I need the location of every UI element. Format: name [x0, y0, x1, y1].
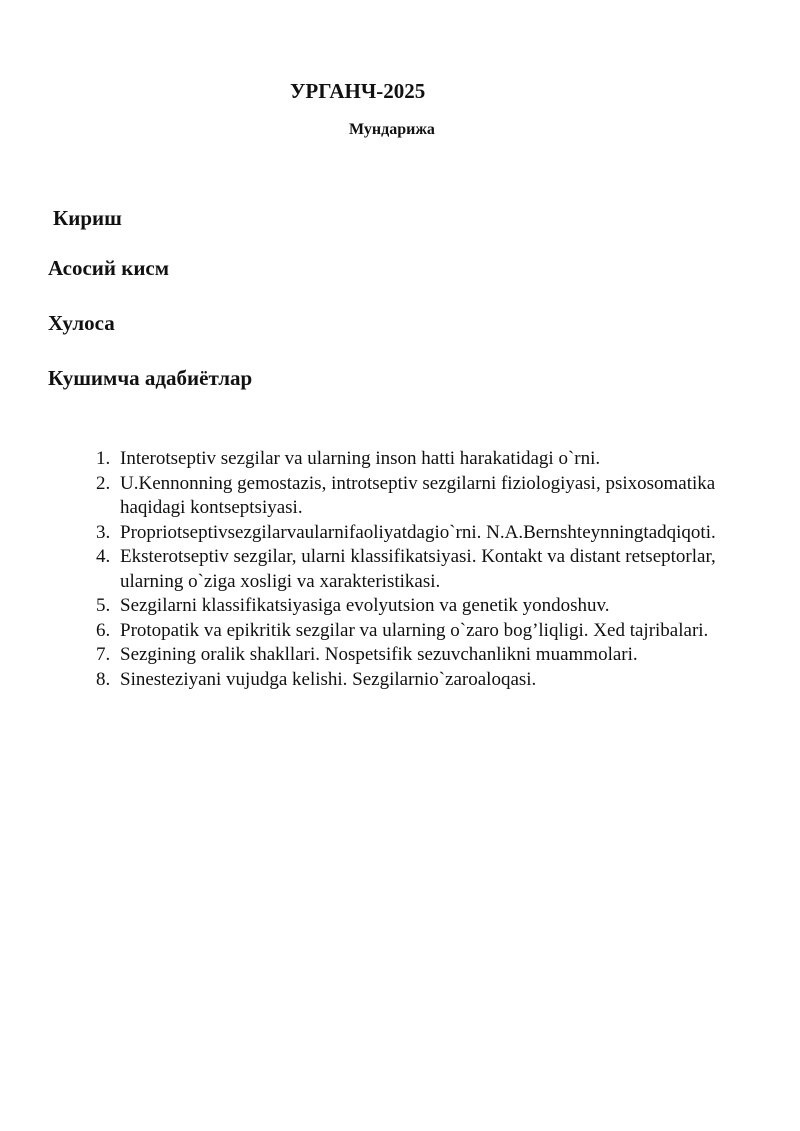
list-item-text: Propriotseptivsezgilarvaularnifaoliyatdagio`rni. N.A.Bernshteynningtadqiqoti. [120, 521, 716, 543]
topic-list [96, 447, 736, 692]
list-item [96, 643, 736, 668]
list-item-number: 6. [96, 619, 111, 641]
list-item-text: Sezgilarni klassifikatsiyasiga evolyutsion va genetik yondoshuv. [120, 595, 610, 616]
toc-heading-conclusion: Хулоса [48, 311, 115, 335]
list-item [96, 668, 736, 693]
toc-heading-main-part: Асосий кисм [48, 256, 170, 280]
list-item-number: 1. [96, 448, 111, 469]
list-item [96, 472, 736, 521]
list-item-number: 7. [96, 644, 111, 665]
list-item-number: 4. [96, 546, 111, 567]
contents-title: Мундарижа [349, 121, 435, 138]
list-item-text: Sezgining oralik shakllari. Nospetsifik sezuvchanlikni muammolari. [120, 644, 638, 665]
toc-heading-additional-literature: Кушимча адабиётлар [48, 366, 253, 390]
list-item-number: 2. [96, 472, 111, 494]
list-item [96, 594, 736, 619]
city-year-heading: УРГАНЧ-2025 [290, 79, 426, 103]
list-item-text: Sinesteziyani vujudga kelishi. Sezgilarnio`zaroaloqasi. [120, 668, 537, 690]
list-item-text: Eksterotseptiv sezgilar, ularni klassifikatsiyasi. Kontakt va distant retseptorlar, ularning o`ziga xosligi va xarakteristikasi. [120, 546, 716, 592]
list-item-number: 8. [96, 668, 111, 690]
list-item [96, 619, 736, 644]
list-item-number: 5. [96, 595, 111, 616]
list-item [96, 447, 736, 472]
list-item [96, 545, 736, 594]
list-item-text: U.Kennonning gemostazis, introtseptiv sezgilarni fiziologiyasi, psixosomatika haqidagi kontseptsiyasi. [120, 472, 716, 518]
list-item-number: 3. [96, 521, 111, 543]
list-item-text: Interotseptiv sezgilar va ularning inson hatti harakatidagi o`rni. [120, 448, 601, 469]
list-item-text: Protopatik va epikritik sezgilar va ularning o`zaro bog’liqligi. Xed tajribalari. [120, 619, 709, 641]
list-item [96, 521, 736, 546]
toc-heading-introduction: Кириш [53, 206, 122, 230]
